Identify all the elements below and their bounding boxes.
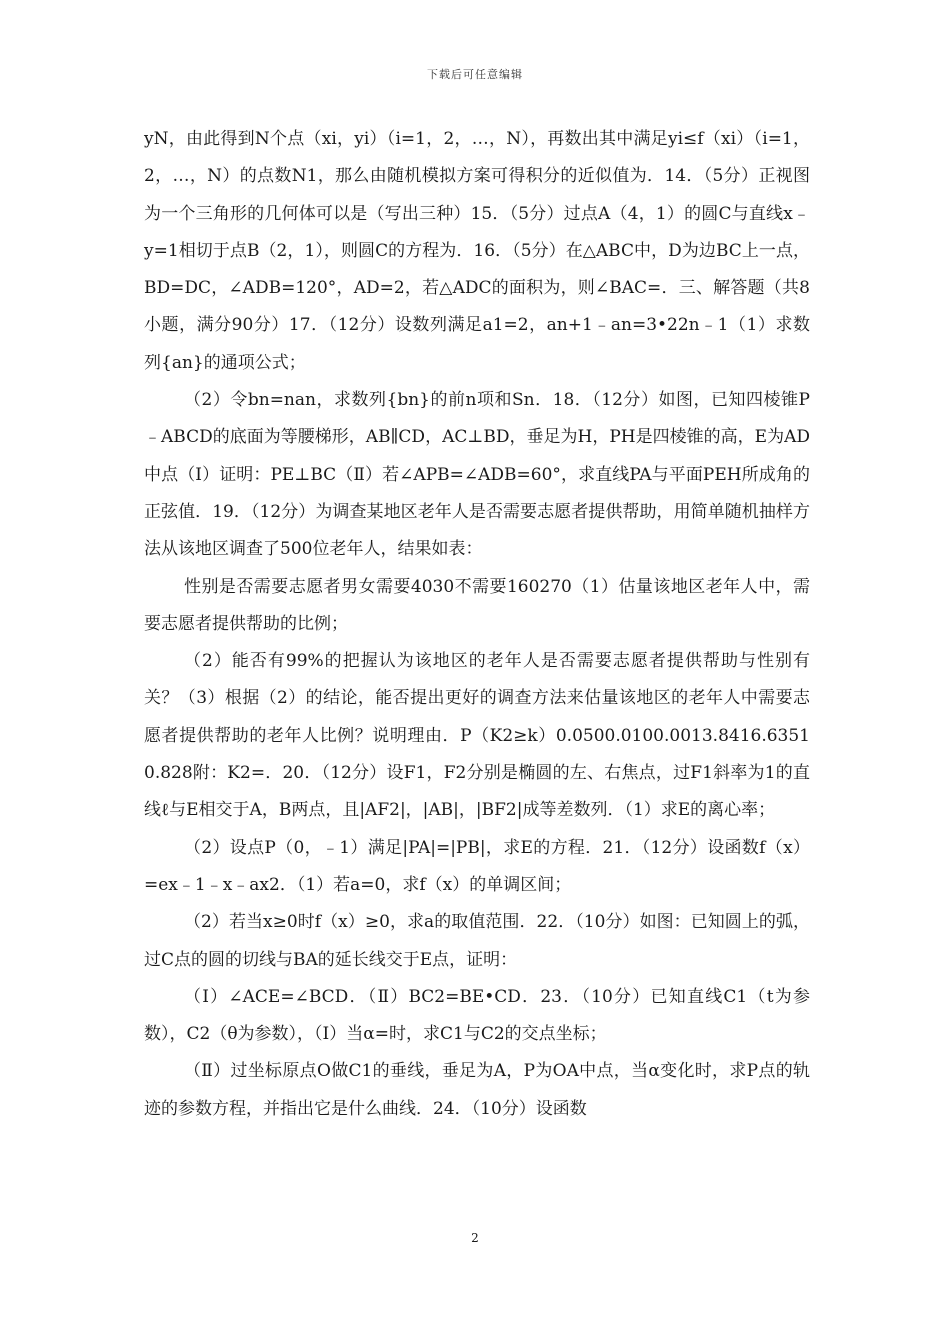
paragraph-question-19-20: （2）能否有99%的把握认为该地区的老年人是否需要志愿者提供帮助与性别有关？（3）根据（2）的结论，能否提出更好的调查方法来估量该地区的老年人中需要志愿者提供帮助的老年人比例？说明理由．P（K2≥k）0.0500.0100.0013.8416.63510.828附：K2=．20．（12分）设F1，F2分别是椭圆的左、右焦点，过F1斜率为1的直线ℓ与E相交于A，B两点，且|AF2|，|AB|，|BF2|成等差数列．（1）求E的离心率； (144, 651, 810, 821)
paragraph-continuation: yN，由此得到N个点（xi，yi）（i=1，2，…，N），再数出其中满足yi≤f（xi）（i=1，2，…，N）的点数N1，那么由随机模拟方案可得积分的近似值为．14．（5分）正视图为一个三角形的几何体可以是（写出三种）15．（5分）过点A（4，1）的圆C与直线x﹣y=1相切于点B（2，1），则圆C的方程为．16．（5分）在△ABC中，D为边BC上一点，BD=DC，∠ADB=120°，AD=2，若△ADC的面积为，则∠BAC=．三、解答题（共8小题，满分90分）17．（12分）设数列满足a1=2，an+1﹣an=3•22n﹣1（1）求数列{an}的通项公式； (144, 129, 810, 373)
paragraph-question-21-22: （2）若当x≥0时f（x）≥0，求a的取值范围．22．（10分）如图：已知圆上的弧，过C点的圆的切线与BA的延长线交于E点，证明： (144, 912, 810, 970)
paragraph-survey-table: 性别是否需要志愿者男女需要4030不需要160270（1）估量该地区老年人中，需要志愿者提供帮助的比例； (144, 576, 810, 634)
page-number: 2 (471, 1231, 479, 1245)
paragraph-question-17-18-19: （2）令bn=nan，求数列{bn}的前n项和Sn．18．（12分）如图，已知四棱锥P﹣ABCD的底面为等腰梯形，AB∥CD，AC⊥BD，垂足为H，PH是四棱锥的高，E为AD中点（Ⅰ）证明：PE⊥BC（Ⅱ）若∠APB=∠ADB=60°，求直线PA与平面PEH所成角的正弦值．19．（12分）为调查某地区老年人是否需要志愿者提供帮助，用简单随机抽样方法从该地区调查了500位老年人，结果如表： (144, 390, 810, 560)
page-header: 下载后可任意编辑 (427, 68, 523, 81)
paragraph-question-22-23: （Ⅰ）∠ACE=∠BCD．（Ⅱ）BC2=BE•CD．23．（10分）已知直线C1（t为参数），C2（θ为参数），（Ⅰ）当α=时，求C1与C2的交点坐标； (144, 986, 810, 1045)
paragraph-question-23-24: （Ⅱ）过坐标原点O做C1的垂线，垂足为A，P为OA中点，当α变化时，求P点的轨迹的参数方程，并指出它是什么曲线．24．（10分）设函数 (144, 1061, 810, 1119)
paragraph-question-20-21: （2）设点P（0，﹣1）满足|PA|=|PB|，求E的方程．21．（12分）设函数f（x）=ex﹣1﹣x﹣ax2．（1）若a=0，求f（x）的单调区间； (144, 837, 810, 895)
document-body (144, 121, 810, 1128)
